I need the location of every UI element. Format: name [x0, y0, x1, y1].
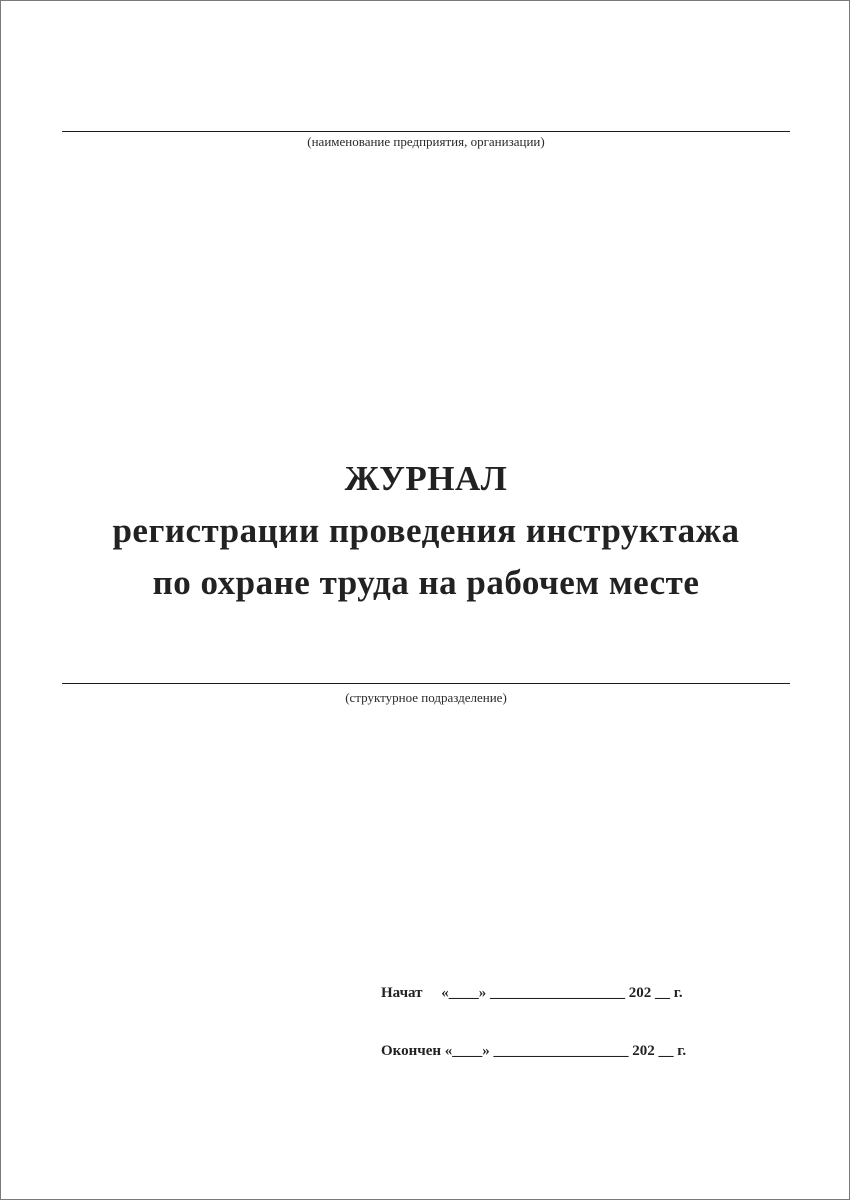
journal-title	[1, 453, 850, 609]
department-line	[62, 683, 790, 684]
department-caption: (структурное подразделение)	[345, 690, 507, 705]
organization-line	[62, 131, 790, 132]
title-line-2: регистрации проведения инструктажа	[112, 511, 740, 550]
title-line-1: ЖУРНАЛ	[344, 459, 508, 498]
started-date-line: Начат «____» __________________ 202 __ г.	[381, 985, 683, 1001]
finished-date-line: Окончен «____» __________________ 202 __ г.	[381, 1043, 687, 1059]
organization-caption: (наименование предприятия, организации)	[307, 134, 545, 149]
title-line-3: по охране труда на рабочем месте	[152, 563, 700, 602]
